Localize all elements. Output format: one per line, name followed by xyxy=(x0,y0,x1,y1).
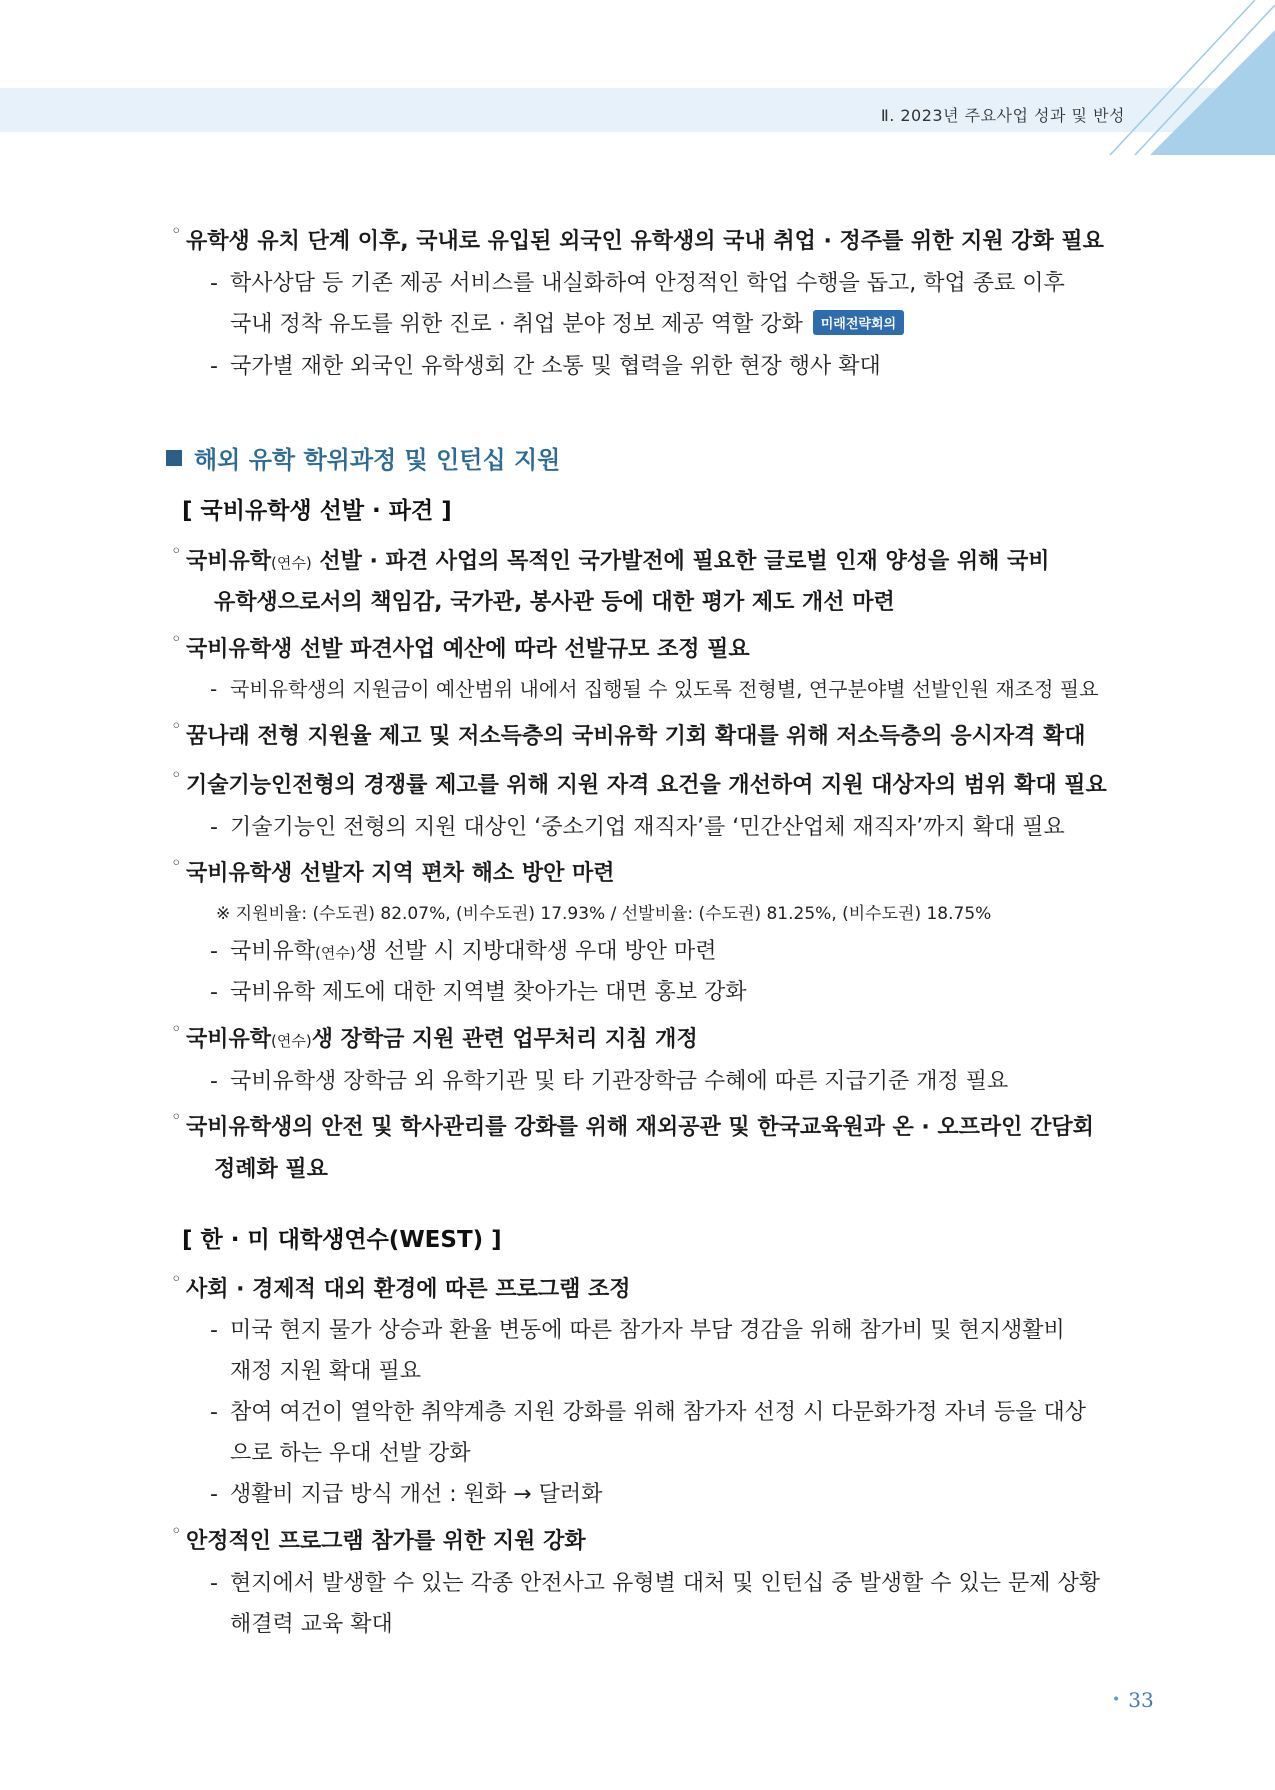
chapter-header: Ⅱ. 2023년 주요사업 성과 및 반성 xyxy=(880,106,1125,125)
dash-item: - 국비유학 제도에 대한 지역별 찾아가는 대면 홍보 강화 xyxy=(210,980,747,1005)
footnote: ※ 지원비율: (수도권) 82.07%, (비수도권) 17.93% / 선발비율: (수도권) 81.25%, (비수도권) 18.75% xyxy=(216,904,992,924)
dash-item: - 현지에서 발생할 수 있는 각종 안전사고 유형별 대처 및 인턴십 중 발생할 수 있는 문제 상황 xyxy=(210,1571,1100,1596)
dash-item: - 기술기능인 전형의 지원 대상인 ‘중소기업 재직자’를 ‘민간산업체 재직자’까지 확대 필요 xyxy=(210,815,1065,840)
bullet-item: ◦ 국비유학(연수)생 장학금 지원 관련 업무처리 지침 개정 xyxy=(171,1019,698,1052)
bullet-item-continued: 정례화 필요 xyxy=(214,1157,328,1182)
bullet-item: ◦ 기술기능인전형의 경쟁률 제고를 위해 지원 자격 요건을 개선하여 지원 대상자의 범위 확대 필요 xyxy=(171,765,1107,798)
bullet-item: ◦ 국비유학생 선발자 지역 편차 해소 방안 마련 xyxy=(171,853,615,886)
bullet-item-continued: 유학생으로서의 책임감, 국가관, 봉사관 등에 대한 평가 제도 개선 마련 xyxy=(214,590,895,615)
dash-item: - 국가별 재한 외국인 유학생회 간 소통 및 협력을 위한 현장 행사 확대 xyxy=(210,354,881,379)
dash-item: - 참여 여건이 열악한 취약계층 지원 강화를 위해 참가자 선정 시 다문화가정 자녀 등을 대상 xyxy=(210,1400,1086,1425)
bullet-item: ◦ 국비유학(연수) 선발 · 파견 사업의 목적인 국가발전에 필요한 글로벌 인재 양성을 위해 국비 xyxy=(171,541,1050,574)
bullet-item: ◦ 국비유학생 선발 파견사업 예산에 따라 선발규모 조정 필요 xyxy=(171,629,750,662)
bullet-item: ◦ 유학생 유치 단계 이후, 국내로 유입된 외국인 유학생의 국내 취업 · 정주를 위한 지원 강화 필요 xyxy=(171,221,1104,254)
subsection-heading: [ 국비유학생 선발 · 파견 ] xyxy=(182,498,452,524)
dash-item: - 국비유학생 장학금 외 유학기관 및 타 기관장학금 수혜에 따른 지급기준 개정 필요 xyxy=(210,1069,1009,1094)
dash-item: - 국비유학생의 지원금이 예산범위 내에서 집행될 수 있도록 전형별, 연구분야별 선발인원 재조정 필요 xyxy=(210,677,1099,701)
bullet-item: ◦ 사회 · 경제적 대외 환경에 따른 프로그램 조정 xyxy=(171,1269,631,1302)
dash-item: - 학사상담 등 기존 제공 서비스를 내실화하여 안정적인 학업 수행을 돕고, 학업 종료 이후 xyxy=(210,271,1065,296)
dash-item: - 생활비 지급 방식 개선 : 원화 → 달러화 xyxy=(210,1482,603,1507)
source-badge: 미래전략회의 xyxy=(813,310,904,335)
subsection-heading: [ 한 · 미 대학생연수(WEST) ] xyxy=(182,1227,502,1253)
dash-item: - 미국 현지 물가 상승과 환율 변동에 따른 참가자 부담 경감을 위해 참가비 및 현지생활비 xyxy=(210,1318,1065,1343)
bullet-item: ◦ 국비유학생의 안전 및 학사관리를 강화를 위해 재외공관 및 한국교육원과 온 · 오프라인 간담회 xyxy=(171,1107,1094,1140)
bullet-item: ◦ 안정적인 프로그램 참가를 위한 지원 강화 xyxy=(171,1521,586,1554)
dash-item-continued: 국내 정착 유도를 위한 진로 · 취업 분야 정보 제공 역할 강화 미래전략회의 xyxy=(230,307,904,338)
dash-item: - 국비유학(연수)생 선발 시 지방대학생 우대 방안 마련 xyxy=(210,939,717,964)
bullet-item: ◦ 꿈나래 전형 지원율 제고 및 저소득층의 국비유학 기회 확대를 위해 저소득층의 응시자격 확대 xyxy=(171,716,1086,749)
header-decoration xyxy=(1080,0,1275,160)
dash-item-continued: 해결력 교육 확대 xyxy=(230,1612,393,1637)
section-title: 해외 유학 학위과정 및 인턴십 지원 xyxy=(166,440,560,475)
dash-item-continued: 으로 하는 우대 선발 강화 xyxy=(230,1441,471,1466)
dash-item-continued: 재정 지원 확대 필요 xyxy=(230,1359,421,1384)
page-number: • 33 xyxy=(1112,1688,1154,1712)
dot-icon: • xyxy=(1112,1692,1121,1708)
square-bullet-icon xyxy=(166,450,182,466)
